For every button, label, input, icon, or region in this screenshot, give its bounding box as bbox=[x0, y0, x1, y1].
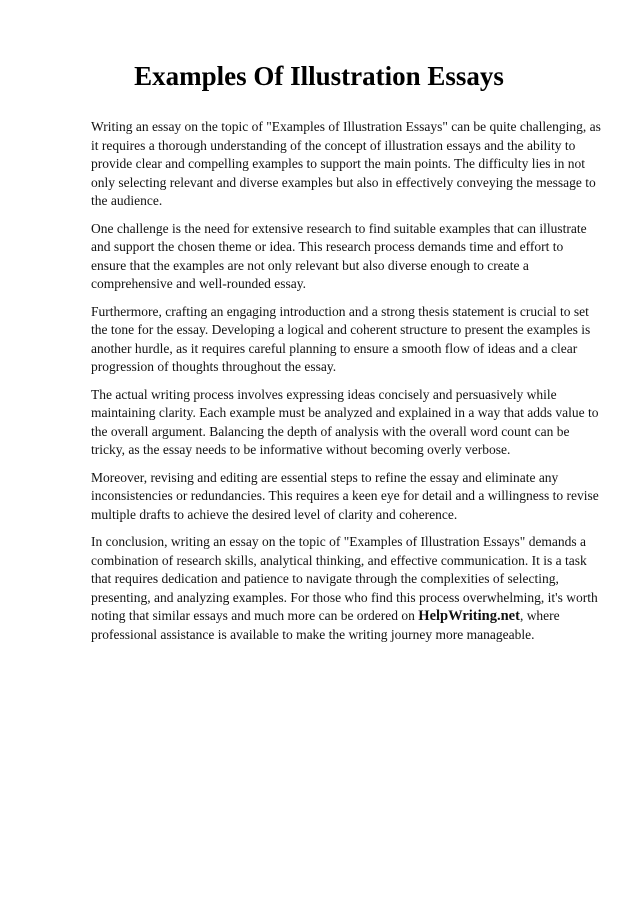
page-title: Examples Of Illustration Essays bbox=[134, 61, 504, 91]
paragraph-research: One challenge is the need for extensive research to find suitable examples that can illustrate and support the chosen theme or idea. This research process demands time and effort to ensure that the examples are not only relevant but also diverse enough to create a comprehensive and well-rounded essay. bbox=[91, 220, 587, 291]
paragraph-writing-process: The actual writing process involves expressing ideas concisely and persuasively while maintaining clarity. Each example must be analyzed and explained in a way that adds value to the overall argument. Balancing the depth of analysis with the overall word count can be tricky, as the essay needs to be informative without becoming overly verbose. bbox=[91, 386, 599, 457]
paragraph-revising: Moreover, revising and editing are essential steps to refine the essay and eliminate any inconsistencies or redundancies. This requires a keen eye for detail and a willingness to revise multiple drafts to achieve the desired level of clarity and coherence. bbox=[91, 469, 599, 522]
paragraph-conclusion bbox=[91, 533, 601, 644]
paragraph-structure: Furthermore, crafting an engaging introduction and a strong thesis statement is crucial to set the tone for the essay. Developing a logical and coherent structure to present the examples is another hurdle, as it requires careful planning to ensure a smooth flow of ideas and a clear progression of thoughts throughout the essay. bbox=[91, 303, 591, 374]
conclusion-text-before: In conclusion, writing an essay on the topic of "Examples of Illustration Essays" demands a combination of research skills, analytical thinking, and effective communication. It is a task that requires dedication and patience to navigate through the complexities of selecting, presenting, and analyzing examples. For those who find this process overwhelming, it's worth noting that similar essays and much more can be ordered on bbox=[91, 534, 598, 623]
conclusion-text-after: , where professional assistance is available to make the writing journey more manageable. bbox=[91, 608, 560, 642]
essay-body bbox=[91, 118, 601, 653]
paragraph-intro: Writing an essay on the topic of "Examples of Illustration Essays" can be quite challenging, as it requires a thorough understanding of the concept of illustration essays and the ability to provide clear and compelling examples to support the main points. The difficulty lies in not only selecting relevant and diverse examples but also in effectively conveying the message to the audience. bbox=[91, 119, 601, 208]
brand-name: HelpWriting.net bbox=[418, 608, 520, 624]
